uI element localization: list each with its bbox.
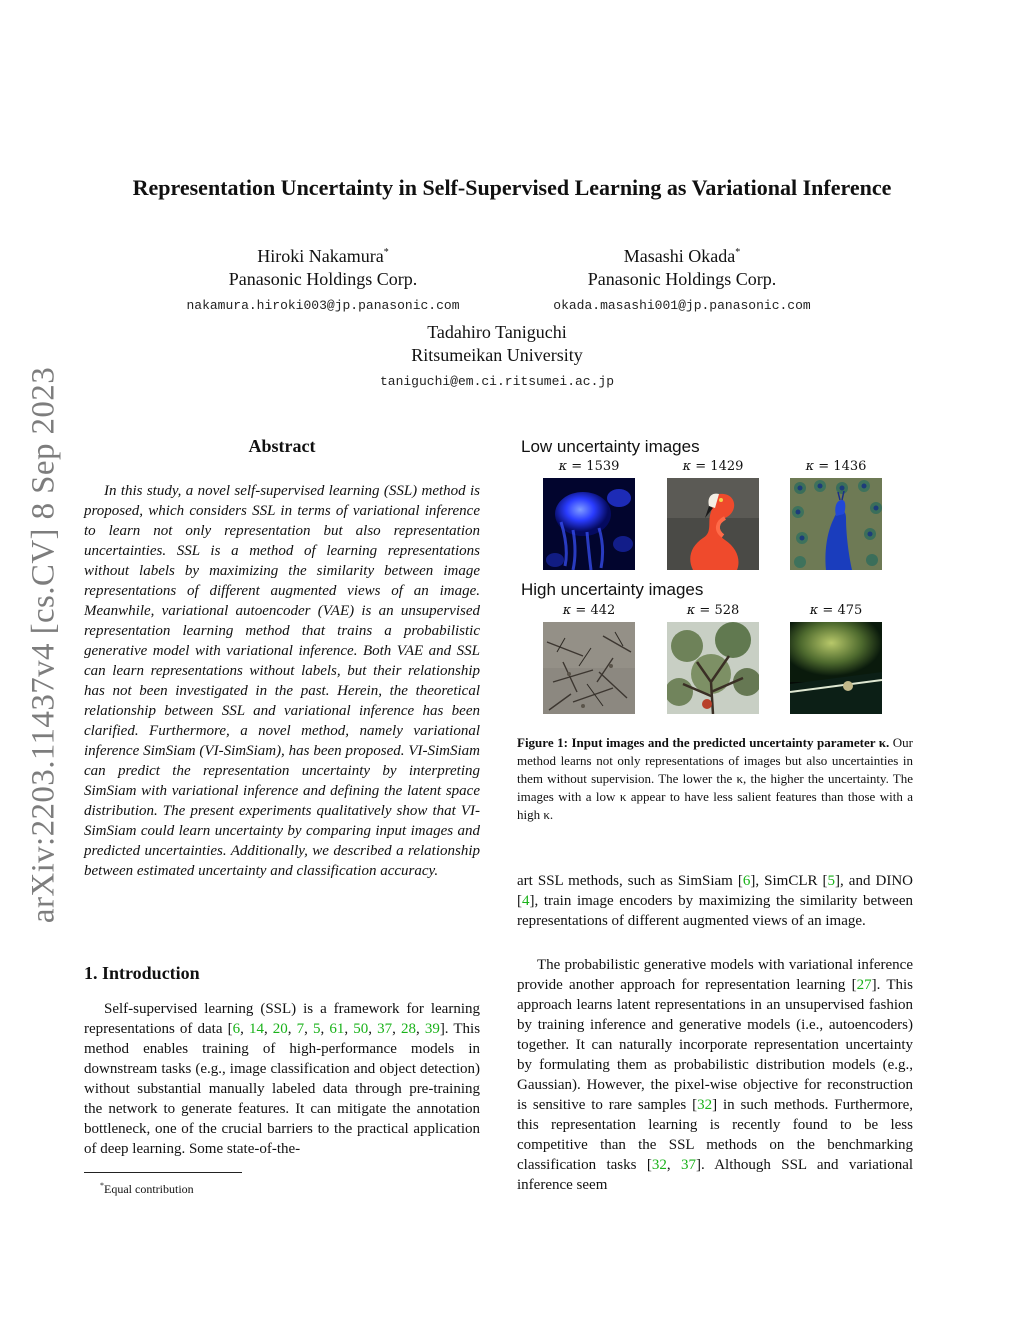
citation-separator: , — [666, 1157, 681, 1173]
abstract-heading: Abstract — [248, 436, 316, 456]
footnote-text: Equal contribution — [104, 1182, 194, 1196]
author-email[interactable]: okada.masashi001@jp.panasonic.com — [553, 298, 811, 313]
kappa-label — [658, 459, 768, 474]
author-mark: * — [383, 247, 389, 258]
ground-twigs-image — [543, 622, 635, 714]
kappa-value: 1429 — [710, 459, 744, 474]
author-block-3 — [347, 321, 647, 391]
citation-link[interactable]: 61 — [329, 1021, 345, 1037]
citation-link[interactable]: 39 — [424, 1021, 440, 1037]
kappa-label — [534, 459, 644, 474]
citation-link[interactable]: 28 — [400, 1021, 416, 1037]
introduction-heading: 1. Introduction — [84, 963, 200, 983]
citation-link[interactable]: 5 — [827, 873, 836, 889]
flamingo-image — [667, 478, 759, 570]
kappa-label — [781, 603, 891, 618]
kappa-equals: = — [818, 603, 838, 618]
paragraph-text: ]. This approach learns latent representations in an unsupervised fashion by training inference and generative models (i.e., autoencoders) together. It can naturally incorporate representation uncertainty by formulating them as probabilistic distribution models (e.g., Gaussian). However, the pixel-wise objective for reconstruction is sensitive to rare samples [ — [517, 977, 913, 1113]
citation-separator: , — [287, 1021, 297, 1037]
paragraph-text: Self-supervised learning (SSL) is a framework for learning representations of data [ — [84, 1001, 480, 1037]
citation-link[interactable]: 37 — [377, 1021, 393, 1037]
citation-separator: , — [344, 1021, 354, 1037]
citation-separator: , — [263, 1021, 273, 1037]
kappa-label — [658, 603, 768, 618]
citation-link[interactable]: 32 — [697, 1097, 713, 1113]
dark-field-image — [790, 622, 882, 714]
citation-link[interactable]: 32 — [651, 1157, 667, 1173]
author-mark: * — [735, 247, 741, 258]
author-name: Hiroki Nakamura — [257, 246, 384, 266]
paragraph-text: ], train image encoders by maximizing the similarity between representations of different augmented views of an image. — [517, 893, 913, 929]
citation-link[interactable]: 37 — [680, 1157, 696, 1173]
author-affiliation: Ritsumeikan University — [411, 345, 583, 365]
kappa-equals: = — [814, 459, 834, 474]
kappa-equals: = — [567, 459, 587, 474]
kappa-symbol: κ — [558, 459, 568, 474]
paper-title: Representation Uncertainty in Self-Supervised Learning as Variational Inference — [132, 175, 892, 200]
kappa-symbol: κ — [686, 603, 696, 618]
paragraph-text: art SSL methods, such as SimSiam [ — [517, 873, 743, 889]
paragraph-text: The probabilistic generative models with variational inference provide another approach for representation learning [ — [517, 957, 913, 993]
citation-link[interactable]: 7 — [296, 1021, 305, 1037]
citation-separator: , — [304, 1021, 314, 1037]
arxiv-identifier: arXiv:2203.11437v4 [cs.CV] 8 Sep 2023 — [25, 366, 62, 924]
paragraph-text: ], and DINO [ — [517, 873, 913, 909]
author-affiliation: Panasonic Holdings Corp. — [587, 269, 777, 289]
kappa-symbol: κ — [562, 603, 572, 618]
author-email[interactable]: nakamura.hiroki003@jp.panasonic.com — [186, 298, 460, 313]
kappa-symbol: κ — [809, 603, 819, 618]
citation-list — [233, 1021, 440, 1037]
caption-label: Figure 1: Input images and the predicted uncertainty parameter κ. — [517, 735, 890, 750]
citation-separator: , — [415, 1021, 425, 1037]
kappa-label — [781, 459, 891, 474]
figure-low-heading: Low uncertainty images — [521, 437, 700, 456]
citation-link[interactable]: 20 — [272, 1021, 288, 1037]
introduction-paragraph-3 — [517, 955, 913, 1195]
caption-text: Our method learns not only representations of images but also uncertainties in them without supervision. The lower the κ, the higher the uncertainty. The images with a low κ appear to have less salient features than those with a high κ. — [517, 735, 913, 822]
kappa-value: 475 — [837, 603, 863, 618]
author-block-2 — [530, 241, 834, 315]
author-name: Masashi Okada — [623, 246, 736, 266]
footnote-mark: * — [100, 1181, 104, 1190]
citation-link[interactable]: 4 — [522, 893, 530, 909]
kappa-equals: = — [695, 603, 715, 618]
introduction-paragraph-2 — [517, 871, 913, 931]
citation-separator: , — [320, 1021, 330, 1037]
kappa-equals: = — [691, 459, 711, 474]
peacock-image — [790, 478, 882, 570]
figure-high-heading: High uncertainty images — [521, 580, 704, 599]
kappa-value: 1539 — [586, 459, 620, 474]
paragraph-text: ], SimCLR [ — [750, 873, 828, 889]
author-affiliation: Panasonic Holdings Corp. — [228, 269, 418, 289]
author-block-1 — [173, 241, 473, 315]
footnote-divider — [84, 1172, 242, 1173]
kappa-label — [534, 603, 644, 618]
introduction-paragraph-1 — [84, 999, 480, 1159]
citation-link[interactable]: 6 — [232, 1021, 241, 1037]
author-name: Tadahiro Taniguchi — [427, 322, 567, 342]
kappa-symbol: κ — [805, 459, 815, 474]
citation-link[interactable]: 27 — [856, 977, 872, 993]
paragraph-text: ] in such methods. Furthermore, this representation learning is recently found to be less competitive than the SSL methods on the benchmarking classification tasks [ — [517, 1097, 913, 1173]
citation-separator: , — [392, 1021, 401, 1037]
kappa-value: 1436 — [833, 459, 867, 474]
kappa-symbol: κ — [682, 459, 692, 474]
figure-caption — [517, 734, 913, 824]
citation-separator: , — [240, 1021, 249, 1037]
author-email[interactable]: taniguchi@em.ci.ritsumei.ac.jp — [379, 374, 615, 389]
footnote — [100, 1178, 194, 1197]
paragraph-text: ]. This method enables training of high-performance models in downstream tasks (e.g., image classification and object detection) without substantial manually labeled data through pre-training the network to generate features. It can mitigate the annotation bottleneck, one of the crucial barriers to the practical application of deep learning. Some state-of-the- — [84, 1021, 481, 1157]
paragraph-text: ]. Although SSL and variational inference seem — [517, 1157, 914, 1193]
tree-branches-image — [667, 622, 759, 714]
citation-link[interactable]: 50 — [353, 1021, 369, 1037]
citation-separator: , — [368, 1021, 378, 1037]
citation-link[interactable]: 5 — [313, 1021, 321, 1037]
citation-link[interactable]: 14 — [248, 1021, 264, 1037]
jellyfish-image — [543, 478, 635, 570]
kappa-equals: = — [571, 603, 591, 618]
kappa-value: 528 — [714, 603, 740, 618]
kappa-value: 442 — [590, 603, 616, 618]
citation-link[interactable]: 6 — [742, 873, 751, 889]
abstract-text: In this study, a novel self-supervised learning (SSL) method is proposed, which considers SSL in terms of variational inference to learn not only representation but also representation uncertainties. SSL is a method of learning representations without labels by maximizing the similarity between image representations of different augmented views of an image. Meanwhile, variational autoencoder (VAE) is an unsupervised representation learning method that trains a probabilistic generative model with variational inference. Both VAE and SSL can learn representations without labels, but their relationship has not been investigated in the past. Herein, the theoretical relationship between SSL and variational inference has been clarified. Furthermore, a novel method, namely variational inference SimSiam (VI-SimSiam), has been proposed. VI-SimSiam can predict the representation uncertainty by interpreting SimSiam with variational inference and defining the latent space distribution. The present experiments qualitatively show that VI-SimSiam could learn uncertainty by comparing input images and predicted uncertainties. Additionally, we described a relationship between estimated uncertainty and classification accuracy. — [84, 483, 480, 879]
